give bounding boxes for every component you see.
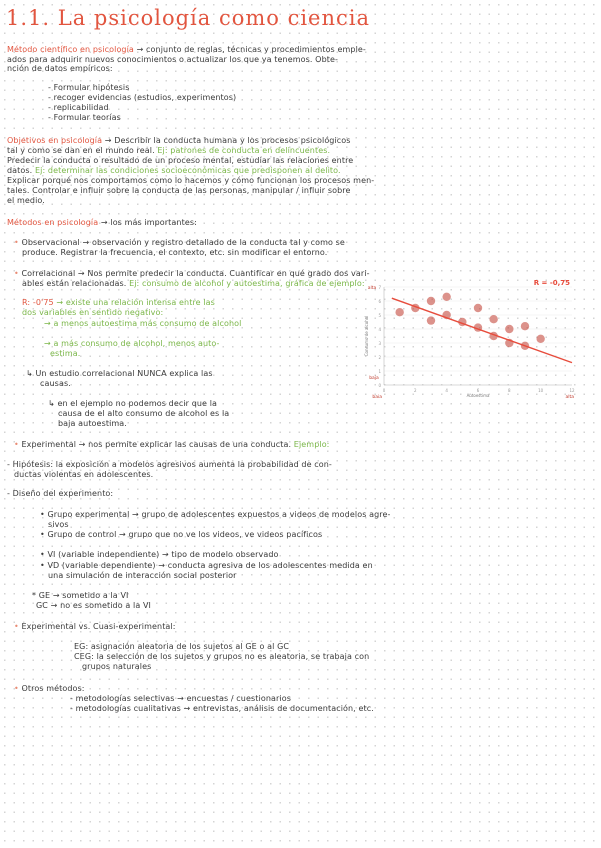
x-high-label: alta [565,395,574,398]
otros-item-2: - metodologías cualitativas → entrevistas, análisis de documentación, etc. [70,704,374,713]
observacional-line-2: produce. Registrar la frecuencia, el contexto, etc. sin modificar el entorno. [22,248,328,257]
bullet-dot: • [14,440,22,449]
objetivos-line-7: el medio. [7,196,45,205]
method-item: - replicabilidad [48,103,109,112]
x-tick-label: 6 [476,388,480,393]
objetivos-line-2 [7,146,330,155]
y-high-label: alta [367,286,377,291]
cuasi-line-2: CEG: la selección de los sujetos y grupos no es aleatoria, se trabaja con [74,652,370,661]
objetivos-example-2: Ej: determinar las condiciones socioeconómicas que predisponen al delito. [34,166,341,175]
objetivos-label: Objetivos en psicología [7,136,103,145]
y-tick-label: 4 [378,327,381,332]
r-value: R: -0'75 [22,298,54,307]
x-tick-label: 2 [414,388,417,393]
bullet-dot: • [14,238,22,247]
method-text-1: → conjunto de reglas, técnicas y procedimientos emple- [136,45,366,54]
hipotesis-line-1: - Hipótesis: la exposición a modelos agresivos aumenta la probabilidad de con- [7,460,332,469]
metodos-heading [7,218,197,227]
r-line-5: estima. [50,349,81,358]
x-tick-label: 10 [538,388,544,393]
r-line-7: causas. [40,379,71,388]
y-low-label: baja [369,376,379,381]
data-point [395,308,403,316]
data-point [521,322,529,330]
metodos-label: Métodos en psicología [7,218,99,227]
method-label: Método científico en psicología [7,45,134,54]
y-tick-label: 5 [378,313,381,318]
diseno-item-3: • VI (variable independiente) → tipo de modelo observado [40,550,279,559]
cuasi-heading [14,622,176,631]
y-tick-label: 3 [378,341,381,346]
metodos-tail: → los más importantes: [100,218,197,227]
x-tick-label: 0 [382,388,386,393]
method-item: - Formular teorías [48,113,121,122]
y-tick-label: 6 [378,299,381,304]
observacional-text: Observacional → observación y registro detallado de la conducta tal y como se [21,238,345,247]
diseno-item-4b: una simulación de interacción social posterior [48,571,237,580]
hipotesis-line-2: ductas violentas en adolescentes. [14,470,154,479]
r-line-8: ↳ en el ejemplo no podemos decir que la [48,399,218,408]
method-line-3: nción de datos empíricos: [7,64,113,73]
diseno-item-2: • Grupo de control → grupo que no ve los videos, ve videos pacíficos [40,530,323,539]
y-tick-label: 7 [378,285,381,290]
objetivos-example-1: Ej: patrones de conducta en delincuentes. [157,146,331,155]
scatter-chart-svg [360,273,582,398]
otros-text: Otros métodos: [21,684,85,693]
correlacional-example: Ej: consumo de alcohol y autoestima, gráfica de ejemplo: [129,279,365,288]
y-axis-label: Consumo de alcohol [364,315,369,357]
gc-line: GC → no es sometido a la VI [36,601,152,610]
data-point [427,316,435,324]
page-title: 1.1. La psicología como ciencia [6,6,371,30]
method-line-1 [7,45,366,54]
r-line-9: causa de el alto consumo de alcohol es la [58,409,230,418]
data-point [474,304,482,312]
r-line-4: → a más consumo de alcohol, menos auto- [44,339,220,348]
diseno-heading: - Diseño del experimento: [7,489,114,498]
ge-line: * GE → sometido a la VI [32,591,129,600]
r-line-3: → a menos autoestima más consumo de alcohol [44,319,242,328]
y-tick-label: 0 [378,383,381,388]
observacional-line-1 [14,238,345,247]
diseno-item-1b: sivos [48,520,69,529]
objetivos-text-2: tal y como se dan en el mundo real. [7,146,155,155]
y-tick-label: 1 [378,369,381,374]
experimental-line [14,440,329,449]
objetivos-line-3: Predecir la conducta o resultado de un proceso mental, estudiar las relaciones entre [7,156,354,165]
r-line-6: ↳ Un estudio correlacional NUNCA explica las [26,369,213,378]
objetivos-text-4: datos. [7,166,33,175]
x-axis-label: Autoestima [466,393,490,398]
data-point [505,325,513,333]
diseno-item-4: • VD (variable dependiente) → conducta agresiva de los adolescentes medida en [40,561,373,570]
otros-item-1: - metodologías selectivas → encuestas / cuestionarios [70,694,291,703]
r-line-10: baja autoestima. [58,419,127,428]
method-item: - recoger evidencias (estudios, experimentos) [48,93,237,102]
bullet-dot: • [14,684,22,693]
y-tick-label: 2 [378,355,381,360]
scatter-chart [360,273,582,398]
method-item: - Formular hipótesis [48,83,130,92]
data-point [442,293,450,301]
correlacional-text: Correlacional → Nos permite predecir la conducta. Cuantificar en qué grado dos vari- [21,269,370,278]
objetivos-line-4 [7,166,341,175]
x-tick-label: 12 [569,388,575,393]
experimental-example: Ejemplo: [293,440,330,449]
x-tick-label: 8 [508,388,511,393]
cuasi-line-1: EG: asignación aleatoria de los sujetos al GE o al GC [74,642,290,651]
correlacional-text-2: ables están relacionadas. [22,279,127,288]
method-line-2: ados para adquirir nuevos conocimientos o actualizar los que ya tenemos. Obte- [7,55,338,64]
r-line-1 [22,298,215,307]
cuasi-line-3: grupos naturales [82,662,152,671]
data-point [536,335,544,343]
correlacional-line-1 [14,269,370,278]
data-point [489,315,497,323]
data-point [427,297,435,305]
diseno-item-1: • Grupo experimental → grupo de adolescentes expuestos a videos de modelos agre- [40,510,391,519]
x-tick-label: 4 [445,388,448,393]
cuasi-text: Experimental vs. Cuasi-experimental: [21,622,176,631]
r-line-2: dos variables en sentido negativo: [22,308,164,317]
experimental-text: Experimental → nos permite explicar las causas de una conducta. [21,440,292,449]
bullet-dot: • [14,622,22,631]
objetivos-line-5: Explicar porqué nos comportamos como lo hacemos y cómo funcionan los procesos men- [7,176,375,185]
otros-heading [14,684,85,693]
objetivos-line-6: tales. Controlar e influir sobre la conducta de las personas, manipular / influir sobre [7,186,351,195]
r-text-1: → existe una relación intensa entre las [56,298,215,307]
correlacional-line-2 [22,279,365,288]
chart-title: R = -0,75 [533,279,570,287]
objetivos-text-1: → Describir la conducta humana y los procesos psicológicos [104,136,351,145]
objetivos-line-1 [7,136,351,145]
x-low-label: baja [372,395,382,398]
bullet-dot: • [14,269,22,278]
